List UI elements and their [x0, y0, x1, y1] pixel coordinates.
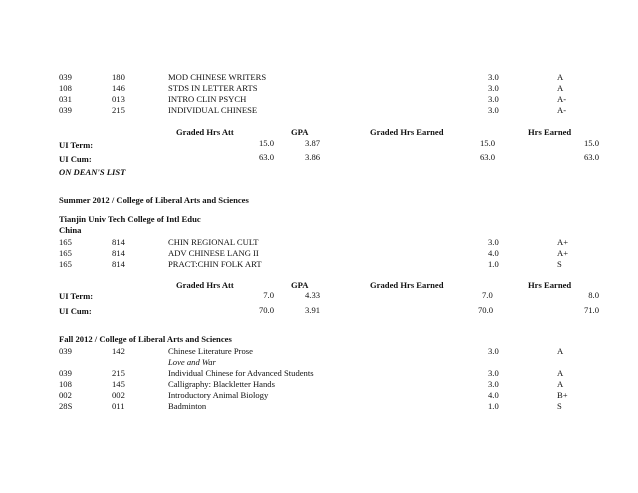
course-grade: A+ — [557, 248, 569, 258]
term-heading: Fall 2012 / College of Liberal Arts and Sciences — [59, 334, 232, 344]
cum-label: UI Cum: — [59, 306, 92, 316]
course-hours: 3.0 — [488, 72, 499, 82]
cum-graded-hrs-earned: 70.0 — [478, 305, 494, 315]
term-graded-hrs-earned: 7.0 — [482, 290, 493, 300]
cum-gpa: 3.91 — [305, 305, 321, 315]
course-dept: 039 — [59, 72, 72, 82]
course-grade: A — [557, 72, 564, 82]
institution-name: Tianjin Univ Tech College of Intl Educ — [59, 214, 201, 224]
course-hours: 3.0 — [488, 379, 499, 389]
course-dept: 165 — [59, 259, 72, 269]
course-hours: 3.0 — [488, 346, 499, 356]
course-grade: A+ — [557, 237, 569, 247]
course-hours: 4.0 — [488, 248, 499, 258]
deans-list-note: ON DEAN'S LIST — [59, 167, 126, 177]
course-dept: 039 — [59, 346, 72, 356]
course-dept: 002 — [59, 390, 72, 400]
cum-hrs-att: 70.0 — [258, 305, 274, 315]
course-number: 145 — [112, 379, 125, 389]
header-gpa: GPA — [291, 127, 309, 137]
course-title: PRACT:CHIN FOLK ART — [168, 259, 262, 269]
term-hrs-earned: 15.0 — [583, 138, 599, 148]
header-graded-hrs-earned: Graded Hrs Earned — [370, 280, 444, 290]
course-number: 814 — [112, 259, 125, 269]
course-dept: 031 — [59, 94, 72, 104]
course-number: 142 — [112, 346, 125, 356]
course-dept: 165 — [59, 237, 72, 247]
header-graded-hrs-att: Graded Hrs Att — [176, 280, 234, 290]
course-title: Chinese Literature Prose — [168, 346, 253, 356]
cum-gpa: 3.86 — [305, 152, 321, 162]
course-title: CHIN REGIONAL CULT — [168, 237, 259, 247]
course-title: Badminton — [168, 401, 207, 411]
course-title: Individual Chinese for Advanced Students — [168, 368, 314, 378]
course-title: MOD CHINESE WRITERS — [168, 72, 267, 82]
course-grade: A — [557, 368, 564, 378]
course-dept: 039 — [59, 368, 72, 378]
term-label: UI Term: — [59, 291, 94, 301]
course-grade: A- — [557, 105, 567, 115]
course-subtitle: Love and War — [168, 357, 216, 367]
course-number: 002 — [112, 390, 125, 400]
header-graded-hrs-earned: Graded Hrs Earned — [370, 127, 444, 137]
term-hrs-earned: 8.0 — [588, 290, 599, 300]
course-hours: 1.0 — [488, 401, 499, 411]
course-grade: A — [557, 379, 564, 389]
course-hours: 3.0 — [488, 237, 499, 247]
term-heading: Summer 2012 / College of Liberal Arts and Sciences — [59, 195, 249, 205]
course-number: 215 — [112, 105, 125, 115]
cum-label: UI Cum: — [59, 154, 92, 164]
course-hours: 4.0 — [488, 390, 499, 400]
course-number: 180 — [112, 72, 125, 82]
course-dept: 039 — [59, 105, 72, 115]
header-hrs-earned: Hrs Earned — [528, 280, 572, 290]
cum-hrs-att: 63.0 — [258, 152, 274, 162]
course-grade: A — [557, 346, 564, 356]
term-graded-hrs-earned: 15.0 — [480, 138, 496, 148]
course-hours: 1.0 — [488, 259, 499, 269]
header-graded-hrs-att: Graded Hrs Att — [176, 127, 234, 137]
course-number: 146 — [112, 83, 125, 93]
course-hours: 3.0 — [488, 105, 499, 115]
course-grade: A — [557, 83, 564, 93]
course-title: STDS IN LETTER ARTS — [168, 83, 258, 93]
course-hours: 3.0 — [488, 94, 499, 104]
course-number: 814 — [112, 237, 125, 247]
course-title: INDIVIDUAL CHINESE — [168, 105, 258, 115]
course-title: INTRO CLIN PSYCH — [168, 94, 247, 104]
header-gpa: GPA — [291, 280, 309, 290]
header-hrs-earned: Hrs Earned — [528, 127, 572, 137]
course-dept: 28S — [59, 401, 73, 411]
course-grade: S — [557, 259, 562, 269]
term-hrs-att: 7.0 — [263, 290, 274, 300]
cum-graded-hrs-earned: 63.0 — [480, 152, 496, 162]
course-title: ADV CHINESE LANG II — [168, 248, 259, 258]
course-number: 011 — [112, 401, 125, 411]
course-dept: 108 — [59, 83, 72, 93]
course-number: 814 — [112, 248, 125, 258]
term-gpa: 4.33 — [305, 290, 321, 300]
term-label: UI Term: — [59, 140, 94, 150]
course-hours: 3.0 — [488, 368, 499, 378]
course-number: 013 — [112, 94, 125, 104]
term-hrs-att: 15.0 — [258, 138, 274, 148]
term-gpa: 3.87 — [305, 138, 321, 148]
course-hours: 3.0 — [488, 83, 499, 93]
course-dept: 165 — [59, 248, 72, 258]
course-grade: B+ — [557, 390, 568, 400]
course-title: Calligraphy: Blackletter Hands — [168, 379, 275, 389]
course-grade: A- — [557, 94, 567, 104]
course-number: 215 — [112, 368, 125, 378]
cum-hrs-earned: 63.0 — [583, 152, 599, 162]
course-dept: 108 — [59, 379, 72, 389]
cum-hrs-earned: 71.0 — [583, 305, 599, 315]
institution-country: China — [59, 225, 82, 235]
course-grade: S — [557, 401, 562, 411]
course-title: Introductory Animal Biology — [168, 390, 269, 400]
